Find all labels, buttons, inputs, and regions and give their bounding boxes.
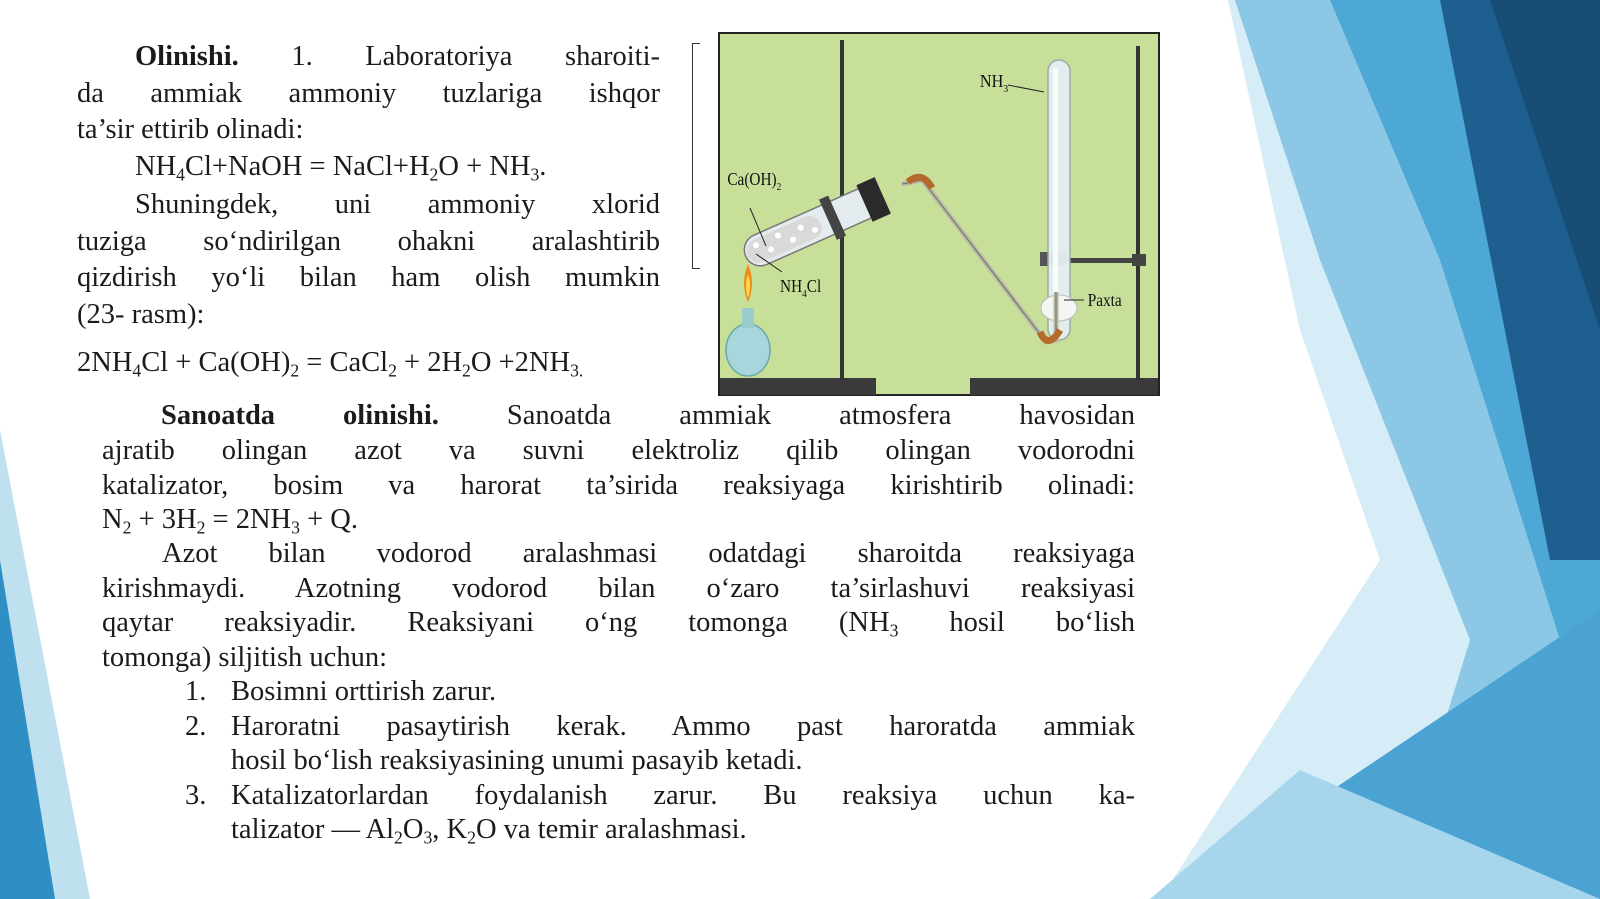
lab-line-4: Shuningdek, uni ammoniy xlorid xyxy=(135,189,660,220)
stand-rod-right xyxy=(1136,46,1140,380)
industry-line-6: qaytar reaksiyadir. Reaksiyani o‘ng tomonga ($NH_3$ hosil bo‘lish xyxy=(102,607,1135,641)
industry-line-5: kirishmaydi. Azotning vodorod bilan o‘zaro ta’sirlashuvi reaksiyasi xyxy=(102,573,1135,604)
label-paxta: Paxta xyxy=(1087,289,1122,311)
industry-line-1: Sanoatda olinishi. Sanoatda ammiak atmosfera havosidan xyxy=(161,400,1135,431)
label-nh3: $NH_3$ xyxy=(979,71,1009,96)
lab-line-5: tuziga so‘ndirilgan ohakni aralashtirib xyxy=(77,226,660,257)
clamp-screw xyxy=(1132,254,1146,266)
industry-line-4: Azot bilan vodorod aralashmasi odatdagi sharoitda reaksiyaga xyxy=(162,538,1135,569)
list-item-2-line-1: Haroratni pasaytirish kerak. Ammo past haroratda ammiak xyxy=(231,711,1135,742)
text-bracket xyxy=(692,43,700,269)
lab-line-1: Olinishi. 1. Laboratoriya sharoiti- xyxy=(135,41,660,72)
lab-line-3: ta’sir ettirib olinadi: xyxy=(77,114,304,145)
apparatus-drawing xyxy=(718,32,1160,396)
lab-equation-2: $2NH_4Cl + Ca(OH)_2$ = CaCl$_2$ + $2H_2O +2NH_{3.}$ xyxy=(77,347,584,381)
lab-line-2: da ammiak ammoniy tuzlariga ishqor xyxy=(77,78,660,109)
list-item-2-number: 2. xyxy=(185,711,207,742)
list-item-3-number: 3. xyxy=(185,780,207,811)
industry-line-3: katalizator, bosim va harorat ta’sirida reaksiyaga kirishtirib olinadi: xyxy=(102,470,1135,501)
figure-background xyxy=(719,33,1159,395)
list-item-3-line-1: Katalizatorlardan foydalanish zarur. Bu reaksiya uchun ka- xyxy=(231,780,1135,811)
industry-equation: $N_2 + 3H_2 = 2NH_3 + Q$. xyxy=(102,504,359,538)
industry-line-2: ajratib olingan azot va suvni elektroliz qilib olingan vodorodni xyxy=(102,435,1135,466)
label-caoh2: $Ca(OH)_2$ xyxy=(727,168,782,194)
lab-line-7: (23- rasm): xyxy=(77,299,205,330)
cotton-plug xyxy=(1041,295,1077,321)
burner-neck xyxy=(742,308,754,328)
label-nh4cl: $NH_4Cl$ xyxy=(780,275,822,301)
tube-highlight xyxy=(1053,68,1058,328)
list-item-2-line-2: hosil bo‘lish reaksiyasining unumi pasayib ketadi. xyxy=(231,745,803,776)
list-item-1-number: 1. xyxy=(185,676,207,707)
stand-base-right xyxy=(970,378,1158,395)
list-item-3-line-2: talizator — $Al_2O_3$, $K_2O$ va temir aralashmasi. xyxy=(231,814,747,848)
lab-line-6: qizdirish yo‘li bilan ham olish mumkin xyxy=(77,262,660,293)
stand-base-left xyxy=(720,378,876,395)
lab-equation-1: $NH_4Cl+NaOH$ = $NaCl+H_2O + NH_3$. xyxy=(135,151,547,185)
apparatus-figure xyxy=(718,32,1160,396)
industry-line-7: tomonga) siljitish uchun: xyxy=(102,642,387,673)
list-item-1-text: Bosimni orttirish zarur. xyxy=(231,676,497,707)
burner-lamp xyxy=(726,324,770,376)
